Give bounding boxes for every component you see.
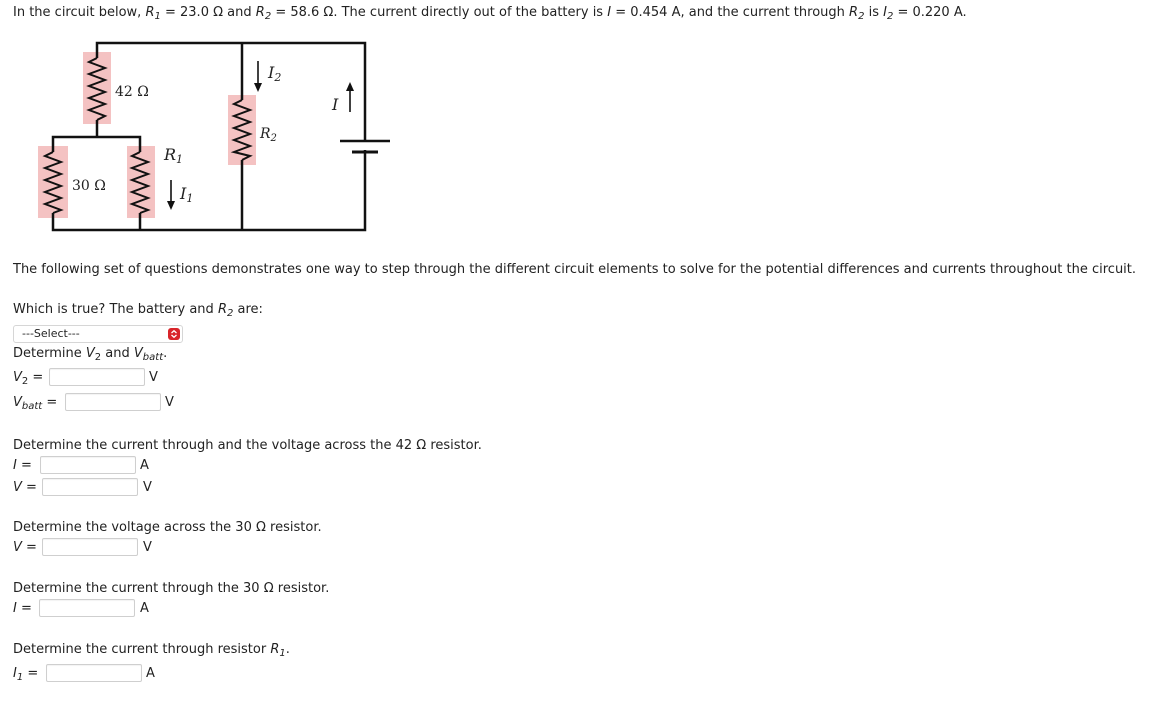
question-r1-current: Determine the current through resistor $R_1$. bbox=[13, 642, 290, 659]
i-42-input[interactable] bbox=[40, 456, 136, 474]
v-30-unit: V bbox=[143, 540, 152, 555]
i1-input[interactable] bbox=[46, 664, 142, 682]
v2-input[interactable] bbox=[49, 368, 145, 386]
question-42-resistor: Determine the current through and the voltage across the 42 Ω resistor. bbox=[13, 438, 482, 453]
i-42-label: I = bbox=[13, 458, 32, 473]
i-30-label: I = bbox=[13, 601, 32, 616]
v-42-unit: V bbox=[143, 480, 152, 495]
i-42-unit: A bbox=[140, 458, 149, 473]
i1-label: $I_1$ = bbox=[13, 666, 39, 683]
arrow-i1-head bbox=[167, 201, 175, 210]
label-30-ohm: 30 Ω bbox=[72, 178, 106, 194]
wire-battery-bottom bbox=[242, 150, 365, 230]
v-42-input[interactable] bbox=[42, 478, 138, 496]
relationship-select[interactable]: ---Select--- bbox=[13, 325, 183, 343]
i1-unit: A bbox=[146, 666, 155, 681]
wire-top-left bbox=[97, 43, 242, 58]
i-30-input[interactable] bbox=[39, 599, 135, 617]
question-v2-vbatt: Determine $V_2$ and $V_{batt}$. bbox=[13, 346, 168, 363]
v-30-input[interactable] bbox=[42, 538, 138, 556]
label-i: I bbox=[332, 95, 339, 114]
arrow-i-head bbox=[346, 82, 354, 91]
wire-top-right bbox=[242, 43, 365, 135]
chevron-updown-icon bbox=[168, 328, 180, 340]
v2-unit: V bbox=[149, 370, 158, 385]
vbatt-unit: V bbox=[165, 395, 174, 410]
vbatt-label: $V_{batt}$ = bbox=[13, 395, 58, 412]
v-30-label: V = bbox=[13, 540, 37, 555]
question-30-current: Determine the current through the 30 Ω resistor. bbox=[13, 581, 330, 596]
problem-statement: In the circuit below, $R_1 = 23.0$ Ω and $R_2 = 58.6$ Ω. The current directly out of the battery is I = 0.454 A, and the current through $R_2$ is $I_2 = 0.220$ A. bbox=[13, 5, 967, 22]
v-42-label: V = bbox=[13, 480, 37, 495]
arrow-i2-head bbox=[254, 83, 262, 92]
label-i2: I2 bbox=[268, 63, 282, 84]
v2-label: $V_2$ = bbox=[13, 370, 44, 387]
label-r2: $R_2$ bbox=[260, 126, 277, 144]
label-i1: I1 bbox=[180, 184, 194, 205]
label-42-ohm: 42 Ω bbox=[115, 84, 149, 100]
instructions-text: The following set of questions demonstrates one way to step through the different circuit elements to solve for the potential differences and currents throughout the circuit. bbox=[13, 262, 1137, 277]
question-battery-r2: Which is true? The battery and $R_2$ are: bbox=[13, 302, 263, 319]
question-30-voltage: Determine the voltage across the 30 Ω resistor. bbox=[13, 520, 322, 535]
circuit-diagram bbox=[0, 0, 400, 240]
i-30-unit: A bbox=[140, 601, 149, 616]
label-r1: R1 bbox=[164, 145, 184, 166]
vbatt-input[interactable] bbox=[65, 393, 161, 411]
